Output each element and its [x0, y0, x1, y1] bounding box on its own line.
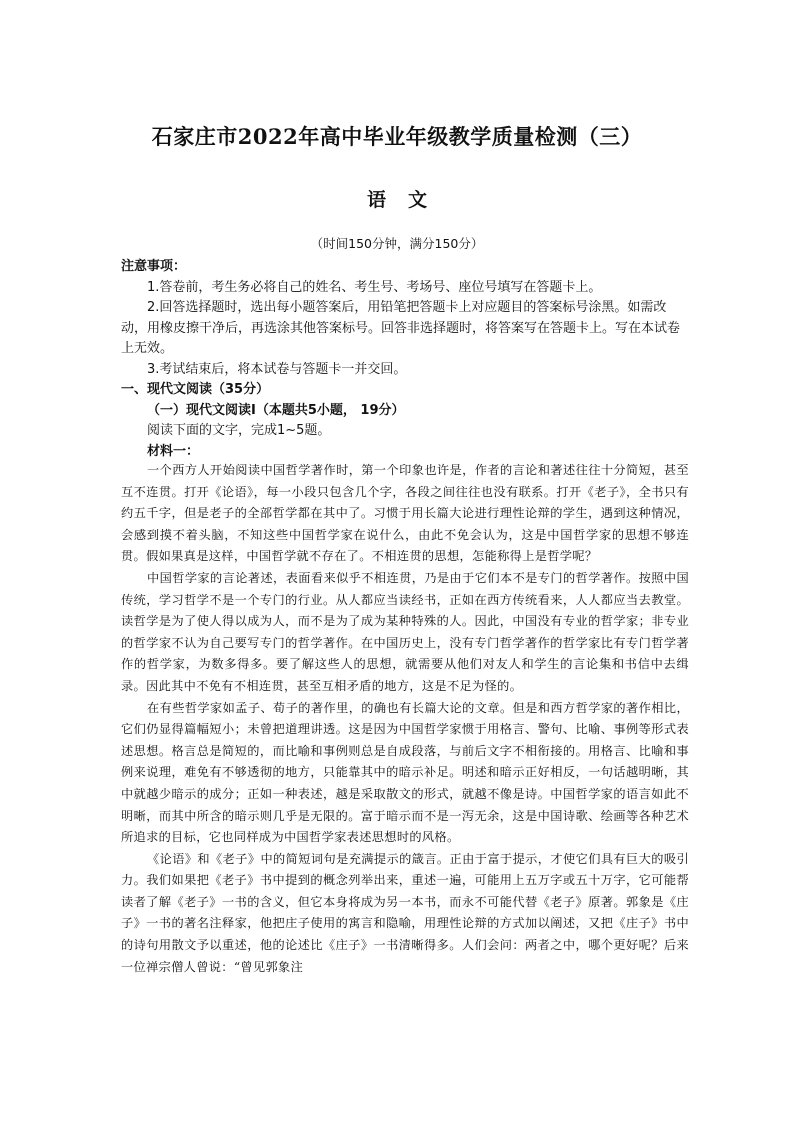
passage-paragraph: 《论语》和《老子》中的简短词句是充满提示的箴言。正由于富于提示，才使它们具有巨大的吸引力。我们如果把《老子》书中提到的概念列举出来，重述一遍，可能用上五万字或五十万字，它可能帮读者了解《老子》一书的含义，但它本身将成为另一本书，而永不可能代替《老子》原著。郭象是《庄子》一书的著名注释家，他把庄子使用的寓言和隐喻，用理性论辩的方式加以阐述，又把《庄子》书中的诗句用散文予以重述，他的论述比《庄子》一书清晰得多。人们会问：两者之中，哪个更好呢？后来一位禅宗僧人曾说：“曾见郭象注 [121, 851, 689, 974]
instruction-text: 阅读下面的文字，完成1~5题。 [147, 423, 331, 438]
time-note: （时间150分钟，满分150分） [310, 236, 484, 251]
notice-block [121, 257, 689, 462]
material-label: 材料一： [147, 443, 200, 459]
section-heading: 一、现代文阅读（35分） [121, 382, 270, 397]
notice-heading: 注意事项： [121, 259, 187, 274]
notice-item: 3.考试结束后，将本试卷与答题卡一并交回。 [147, 361, 407, 377]
exam-title: 石家庄市2022年高中毕业年级教学质量检测（三） [151, 124, 643, 149]
passage-paragraph: 中国哲学家的言论著述，表面看来似乎不相连贯，乃是由于它们本不是专门的哲学著作。按照中国传统，学习哲学不是一个专门的行业。从人都应当读经书，正如在西方传统看来，人人都应当去教堂。读哲学是为了使人得以成为人，而不是为了成为某种特殊的人。因此，中国没有专业的哲学家；非专业的哲学家不认为自己要写专门的哲学著作。在中国历史上，没有专门哲学著作的哲学家比有专门哲学著作的哲学家，为数多得多。要了解这些人的思想，就需要从他们对友人和学生的言论集和书信中去缉录。因此其中不免有不相连贯，甚至互相矛盾的地方，这是不足为怪的。 [121, 570, 689, 693]
notice-item: 1.答卷前，考生务必将自己的姓名、考生号、考场号、座位号填写在答题卡上。 [147, 279, 602, 295]
subject-heading: 语文 [366, 189, 449, 211]
subsection-heading: （一）现代文阅读Ⅰ（本题共5小题， 19分） [147, 402, 405, 418]
notice-item: 2.回答选择题时，选出每小题答案后，用铅笔把答题卡上对应题目的答案标号涂黑。如需改动，用橡皮擦干净后，再选涂其他答案标号。回答非选择题时，将答案写在答题卡上。写在本试卷上无效。 [121, 300, 681, 356]
passage-paragraph: 在有些哲学家如孟子、荀子的著作里，的确也有长篇大论的文章。但是和西方哲学家的著作相比，它们仍显得篇幅短小；未曾把道理讲透。这是因为中国哲学家惯于用格言、警句、比喻、事例等形式表述思想。格言总是简短的，而比喻和事例则总是自成段落，与前后文字不相衔接的。用格言、比喻和事例来说理，难免有不够透彻的地方，只能靠其中的暗示补足。明述和暗示正好相反，一句话越明晰，其中就越少暗示的成分；正如一种表述，越是采取散文的形式，就越不像是诗。中国哲学家的语言如此不明晰，而其中所含的暗示则几乎是无限的。富于暗示而不是一泻无余，这是中国诗歌、绘画等各种艺术所追求的目标，它也同样成为中国哲学家表述思想时的风格。 [121, 700, 689, 845]
passage [121, 460, 689, 978]
passage-paragraph: 一个西方人开始阅读中国哲学著作时，第一个印象也许是，作者的言论和著述往往十分简短，甚至互不连贯。打开《论语》，每一小段只包含几个字，各段之间往往也没有联系。打开《老子》，全书只有约五千字，但是老子的全部哲学都在其中了。习惯于用长篇大论进行理性论辩的学生，遇到这种情况，会感到摸不着头脑，不知这些中国哲学家在说什么，由此不免会认为，这是中国哲学家的思想不够连贯。假如果真是这样，中国哲学就不存在了。不相连贯的思想，怎能称得上是哲学呢？ [121, 463, 689, 564]
